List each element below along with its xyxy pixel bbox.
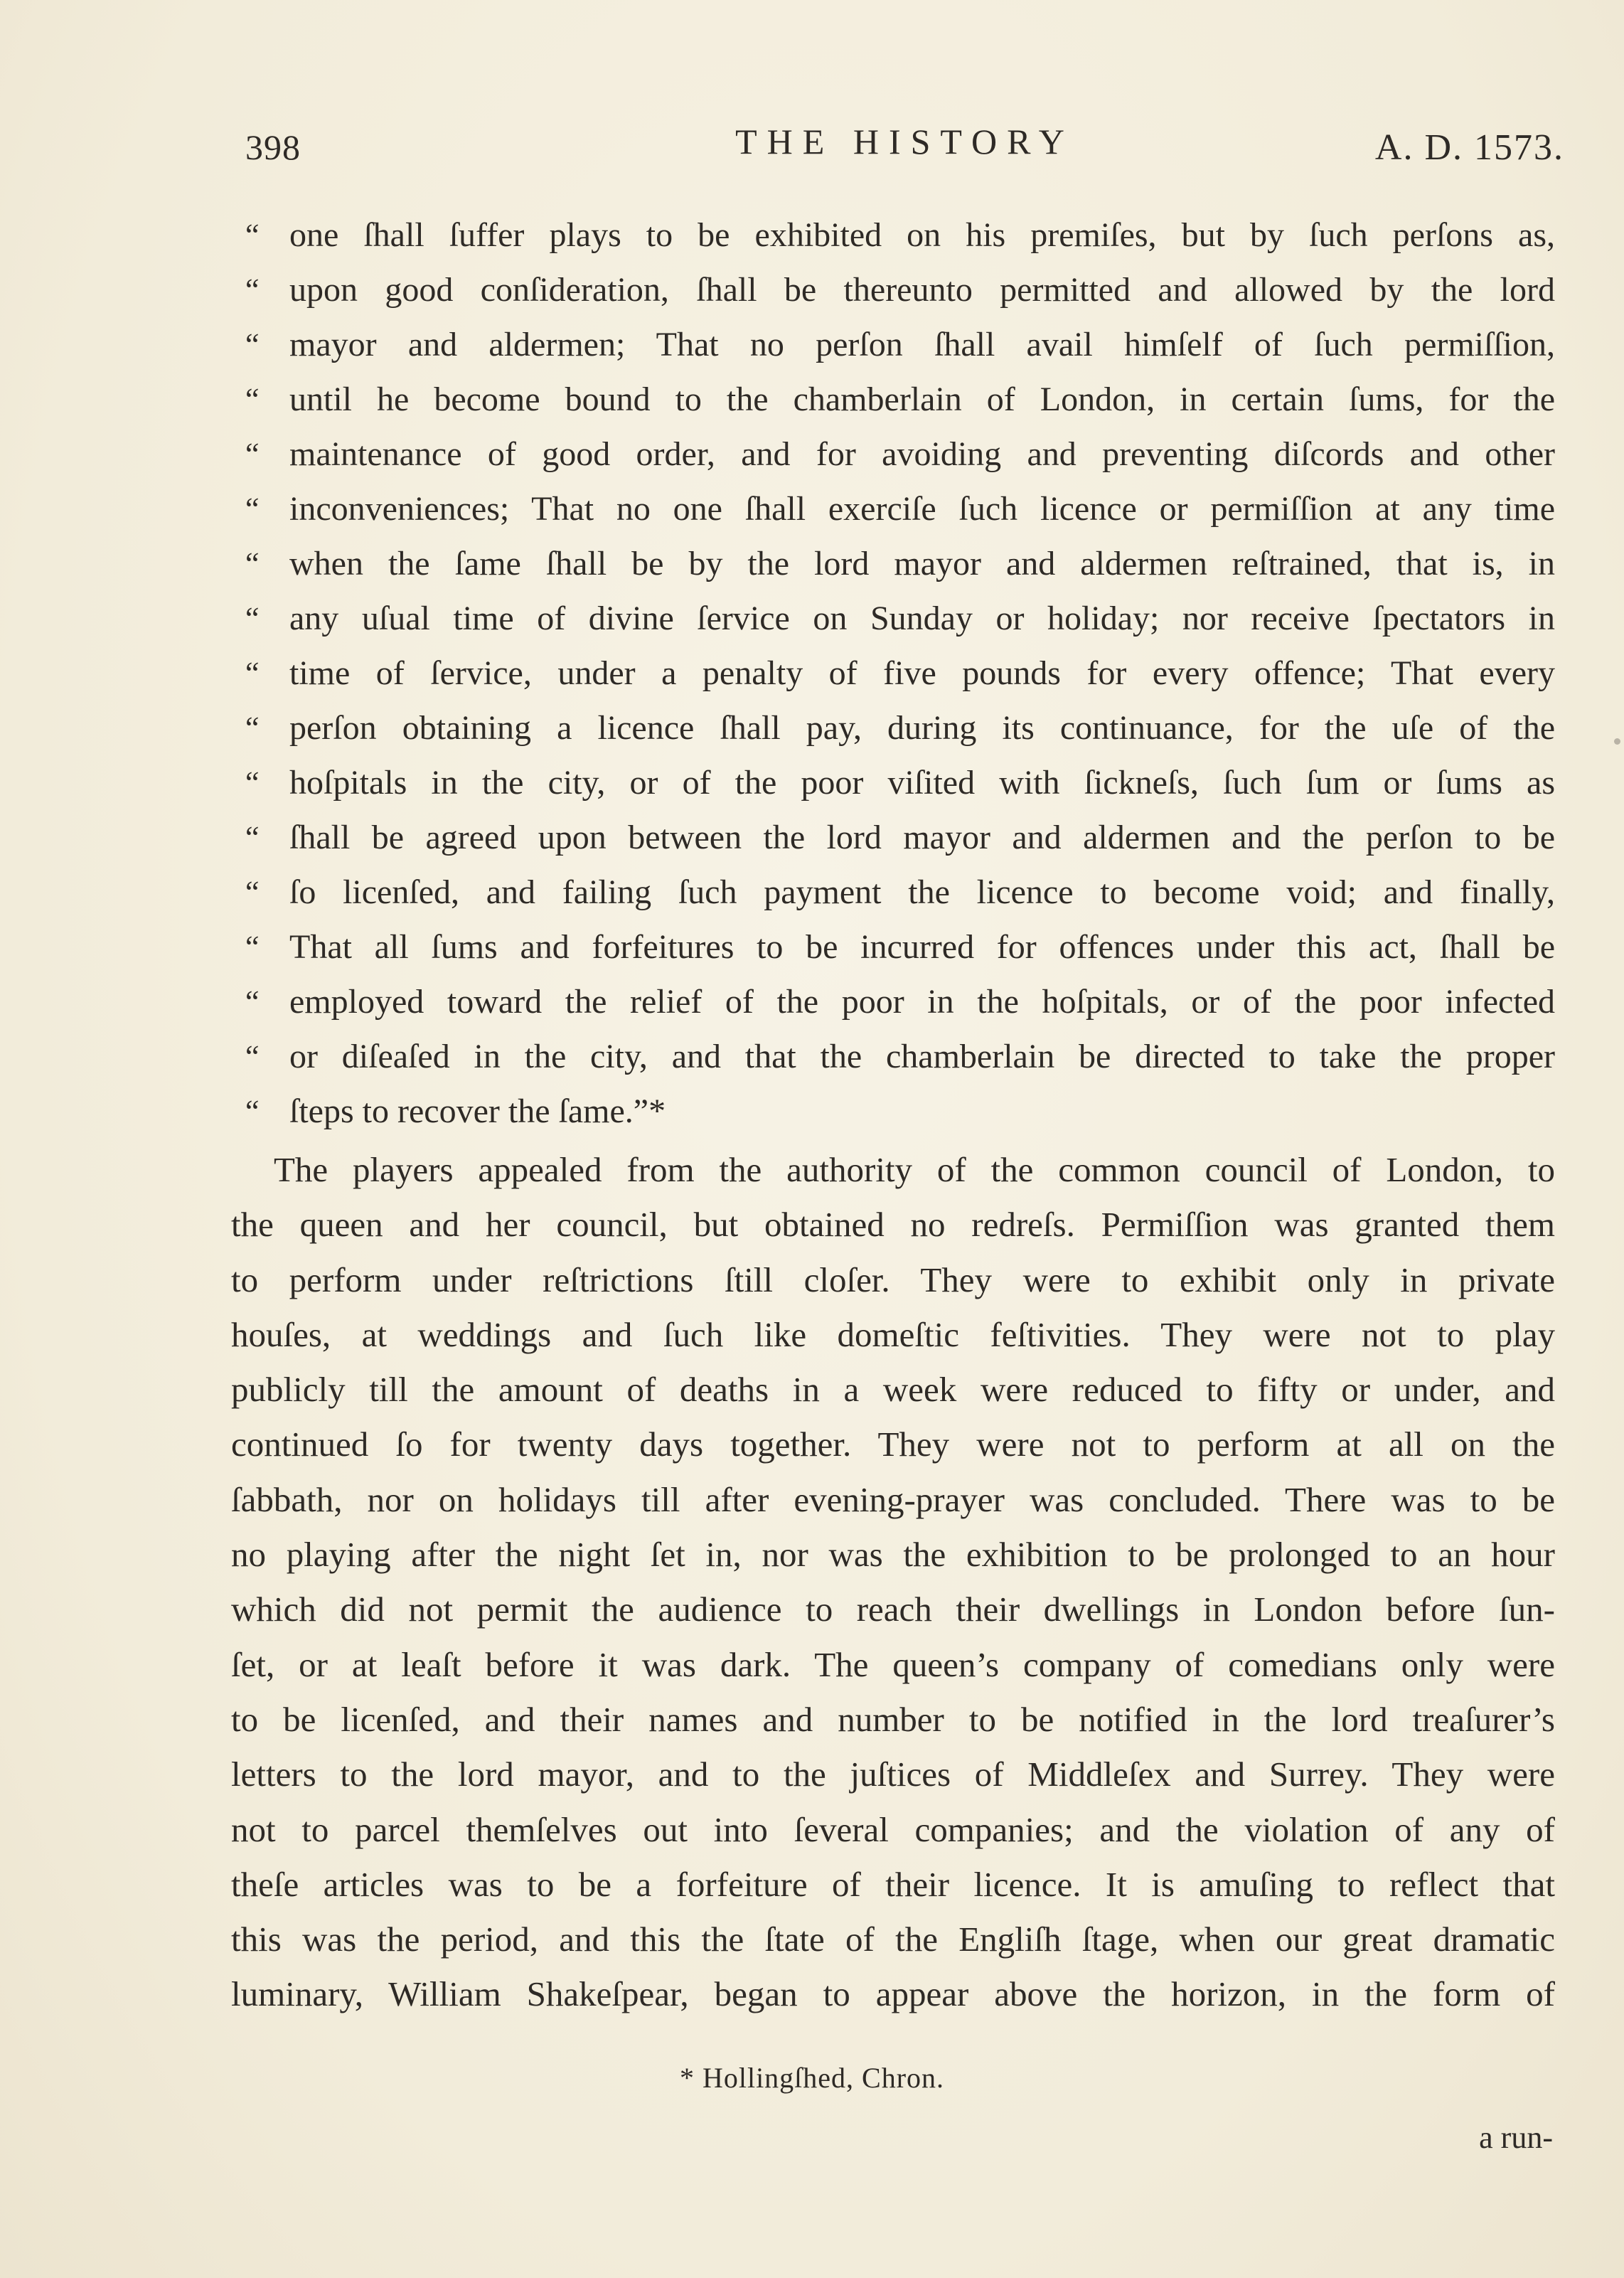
running-title: THE HISTORY: [735, 122, 1074, 161]
quoted-act-text: [245, 208, 1555, 1139]
quote-line-text: until he become bound to the chamberlain of London, in certain ſums, for the: [289, 380, 1555, 418]
quote-mark: “: [245, 820, 260, 855]
quote-line: [245, 1029, 1555, 1084]
body-paragraph: [231, 1142, 1555, 2022]
quote-mark: “: [245, 437, 260, 472]
body-line: The players appealed from the authority of the common council of London, to: [274, 1150, 1555, 1189]
quote-line: [245, 208, 1555, 262]
quote-mark: “: [245, 272, 260, 307]
quote-line: [245, 810, 1555, 865]
quote-line: [245, 646, 1555, 701]
body-line: houſes, at weddings and ſuch like domeſtic feſtivities. They were not to play: [231, 1314, 1555, 1354]
body-line: ſet, or at leaſt before it was dark. The queen’s company of comedians only were: [231, 1644, 1555, 1684]
quote-line: [245, 536, 1555, 591]
quote-mark: “: [245, 546, 260, 581]
body-line: this was the period, and this the ſtate of the Engliſh ſtage, when our great dramatic: [231, 1920, 1555, 1959]
quote-line-text: hoſpitals in the city, or of the poor viſited with ſickneſs, ſuch ſum or ſums as: [289, 764, 1555, 802]
quote-line: [245, 591, 1555, 646]
paper-blemish: [1614, 738, 1620, 745]
quote-line-text: ſo licenſed, and failing ſuch payment the licence to become void; and finally,: [289, 873, 1555, 911]
quote-line-text: time of ſervice, under a penalty of five pounds for every offence; That every: [289, 654, 1555, 692]
quote-line: [245, 372, 1555, 427]
body-line: to be licenſed, and their names and number to be notified in the lord treaſurer’s: [231, 1699, 1555, 1739]
quote-line: [245, 481, 1555, 536]
quote-mark: “: [245, 930, 260, 964]
quote-mark: “: [245, 1094, 260, 1129]
quote-line-text: That all ſums and forfeitures to be incurred for offences under this act, ſhall be: [289, 928, 1555, 966]
body-line: which did not permit the audience to reach their dwellings in London before ſun-: [231, 1590, 1555, 1629]
body-line: publicly till the amount of deaths in a week were reduced to fifty or under, and: [231, 1370, 1555, 1410]
quote-mark: “: [245, 327, 260, 362]
quote-line-text: one ſhall ſuffer plays to be exhibited on his premiſes, but by ſuch perſons as,: [289, 216, 1555, 254]
quote-line-text: employed toward the relief of the poor in the hoſpitals, or of the poor infected: [289, 983, 1555, 1021]
quote-line: [245, 755, 1555, 810]
quote-line: [245, 974, 1555, 1029]
body-line: not to parcel themſelves out into ſeveral companies; and the violation of any of: [231, 1809, 1555, 1849]
quote-mark: “: [245, 601, 260, 636]
footnote: * Hollingſhed, Chron.: [679, 2062, 945, 2094]
quote-mark: “: [245, 491, 260, 526]
catchword: a run-: [1479, 2120, 1553, 2155]
quote-mark: “: [245, 984, 260, 1019]
quote-line: [245, 317, 1555, 372]
page-header: [245, 121, 1564, 178]
body-line: to perform under reſtrictions ſtill cloſer. They were to exhibit only in private: [231, 1260, 1555, 1299]
body-line: no playing after the night ſet in, nor was the exhibition to be prolonged to an hour: [231, 1535, 1555, 1575]
quote-line: [245, 262, 1555, 317]
quote-line-text: inconveniences; That no one ſhall exerciſe ſuch licence or permiſſion at any time: [289, 490, 1555, 528]
quote-line-text: when the ſame ſhall be by the lord mayor and aldermen reſtrained, that is, in: [289, 545, 1555, 582]
quote-line: [245, 920, 1555, 974]
quote-line-text: mayor and aldermen; That no perſon ſhall avail himſelf of ſuch permiſſion,: [289, 326, 1555, 363]
body-line: letters to the lord mayor, and to the juſtices of Middleſex and Surrey. They were: [231, 1755, 1555, 1794]
quote-line-text: upon good conſideration, ſhall be thereunto permitted and allowed by the lord: [289, 271, 1555, 309]
body-line: continued ſo for twenty days together. They were not to perform at all on the: [231, 1425, 1555, 1464]
quote-mark: “: [245, 1039, 260, 1074]
quote-mark: “: [245, 382, 260, 417]
quote-mark: “: [245, 218, 260, 252]
body-line: theſe articles was to be a forfeiture of their licence. It is amuſing to reflect that: [231, 1864, 1555, 1904]
quote-line: [245, 865, 1555, 920]
body-line: the queen and her council, but obtained no redreſs. Permiſſion was granted them: [231, 1205, 1555, 1245]
page-number: 398: [245, 127, 301, 167]
quote-mark: “: [245, 710, 260, 745]
body-line: luminary, William Shakeſpear, began to appear above the horizon, in the form of: [231, 1974, 1555, 2014]
quote-line-text: ſteps to recover the ſame.”*: [289, 1092, 666, 1130]
quote-line: [245, 1084, 1555, 1139]
quote-line: [245, 427, 1555, 481]
quote-line: [245, 701, 1555, 755]
quote-line-text: any uſual time of divine ſervice on Sunday or holiday; nor receive ſpectators in: [289, 600, 1555, 637]
quote-mark: “: [245, 875, 260, 910]
quote-mark: “: [245, 656, 260, 691]
quote-line-text: ſhall be agreed upon between the lord mayor and aldermen and the perſon to be: [289, 819, 1555, 856]
quote-line-text: perſon obtaining a licence ſhall pay, during its continuance, for the uſe of the: [289, 709, 1555, 747]
header-date: A. D. 1573.: [1374, 127, 1564, 168]
quote-line-text: or diſeaſed in the city, and that the chamberlain be directed to take the proper: [289, 1038, 1555, 1075]
body-line: ſabbath, nor on holidays till after evening-prayer was concluded. There was to be: [231, 1479, 1555, 1519]
quote-line-text: maintenance of good order, and for avoiding and preventing diſcords and other: [289, 435, 1555, 473]
quote-mark: “: [245, 765, 260, 800]
